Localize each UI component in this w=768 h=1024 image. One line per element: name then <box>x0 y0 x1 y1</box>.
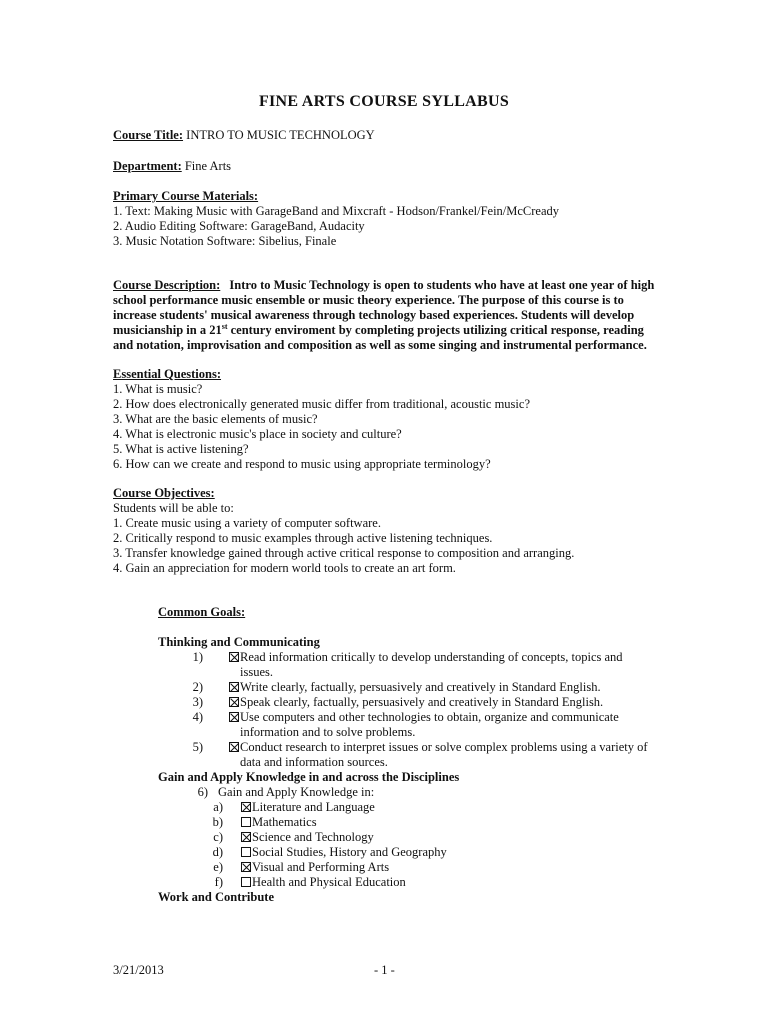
knowledge-text: Literature and Language <box>252 800 375 814</box>
knowledge-letter: b) <box>212 815 223 829</box>
knowledge-item <box>158 815 658 830</box>
objective-item: 3. Transfer knowledge gained through active critical response to composition and arranging. <box>113 546 575 560</box>
question-item: 1. What is music? <box>113 382 203 396</box>
page-title: FINE ARTS COURSE SYLLABUS <box>258 93 510 110</box>
knowledge-item <box>158 875 658 890</box>
checkbox-unchecked-icon[interactable] <box>241 817 251 827</box>
knowledge-letter: e) <box>213 860 223 874</box>
goal-text-continued: information and to solve problems. <box>240 725 416 739</box>
checkbox-checked-icon[interactable] <box>241 862 251 872</box>
thinking-heading: Thinking and Communicating <box>158 635 320 649</box>
checkbox-unchecked-icon[interactable] <box>241 847 251 857</box>
goal-item <box>158 740 658 770</box>
questions-label: Essential Questions: <box>113 367 222 381</box>
knowledge-heading: Gain and Apply Knowledge in and across the Disciplines <box>158 770 460 784</box>
knowledge-text: Health and Physical Education <box>252 875 406 889</box>
common-goals-label: Common Goals: <box>158 605 246 619</box>
footer-date: 3/21/2013 <box>113 963 164 977</box>
checkbox-unchecked-icon[interactable] <box>241 877 251 887</box>
common-goals-section <box>158 605 658 620</box>
knowledge-text: Visual and Performing Arts <box>252 860 390 874</box>
checkbox-checked-icon[interactable] <box>229 742 239 752</box>
goal-item <box>158 680 658 695</box>
knowledge-intro-text: Gain and Apply Knowledge in: <box>218 785 375 799</box>
materials-item: 2. Audio Editing Software: GarageBand, Audacity <box>113 219 365 233</box>
goal-item <box>158 650 658 680</box>
course-title-value: INTRO TO MUSIC TECHNOLOGY <box>186 128 375 142</box>
department-row <box>113 159 673 174</box>
description-sup: st <box>221 321 228 331</box>
goal-text-continued: data and information sources. <box>240 755 388 769</box>
goal-text: Read information critically to develop understanding of concepts, topics and <box>240 650 623 664</box>
goal-number: 6) <box>197 785 208 799</box>
work-heading: Work and Contribute <box>158 890 274 904</box>
question-item: 3. What are the basic elements of music? <box>113 412 318 426</box>
goal-item <box>158 695 658 710</box>
knowledge-item <box>158 845 658 860</box>
knowledge-letter: a) <box>213 800 223 814</box>
description-label: Course Description: <box>113 278 221 292</box>
materials-label: Primary Course Materials: <box>113 189 259 203</box>
materials-section <box>113 189 673 249</box>
footer-page-number: - 1 - <box>374 963 395 977</box>
question-item: 2. How does electronically generated music differ from traditional, acoustic music? <box>113 397 530 411</box>
thinking-section <box>158 635 658 905</box>
knowledge-item <box>158 830 658 845</box>
goal-number: 4) <box>192 710 203 724</box>
knowledge-letter: c) <box>213 830 223 844</box>
goal-text: Write clearly, factually, persuasively and creatively in Standard English. <box>240 680 601 694</box>
objective-item: 4. Gain an appreciation for modern world tools to create an art form. <box>113 561 456 575</box>
objective-item: 1. Create music using a variety of computer software. <box>113 516 381 530</box>
knowledge-letter: d) <box>212 845 223 859</box>
knowledge-intro <box>158 785 658 800</box>
goal-text: Use computers and other technologies to obtain, organize and communicate <box>240 710 619 724</box>
question-item: 5. What is active listening? <box>113 442 249 456</box>
objective-item: 2. Critically respond to music examples through active listening techniques. <box>113 531 493 545</box>
knowledge-item <box>158 800 658 815</box>
course-title-label: Course Title: <box>113 128 184 142</box>
goal-text: Conduct research to interpret issues or solve complex problems using a variety of <box>240 740 648 754</box>
objectives-intro: Students will be able to: <box>113 501 234 515</box>
goal-number: 1) <box>192 650 203 664</box>
goal-number: 3) <box>192 695 203 709</box>
description-text-start: Intro to Music Technology is open to students who have at least one year of high school performance music ensemble or music theory experience. The purpose of this course is to increase students' musical awareness through technology based experiences. Students will develop musicianship in a 21 <box>113 278 655 337</box>
knowledge-text: Science and Technology <box>252 830 374 844</box>
department-label: Department: <box>113 159 182 173</box>
course-description <box>113 278 655 353</box>
objectives-label: Course Objectives: <box>113 486 215 500</box>
checkbox-checked-icon[interactable] <box>241 802 251 812</box>
knowledge-text: Mathematics <box>252 815 317 829</box>
knowledge-item <box>158 860 658 875</box>
knowledge-letter: f) <box>214 875 223 889</box>
course-title-row <box>113 128 673 143</box>
essential-questions-section <box>113 367 673 472</box>
checkbox-checked-icon[interactable] <box>229 682 239 692</box>
course-objectives-section <box>113 486 673 576</box>
materials-item: 3. Music Notation Software: Sibelius, Finale <box>113 234 337 248</box>
goal-number: 5) <box>192 740 203 754</box>
goal-item <box>158 710 658 740</box>
department-value: Fine Arts <box>184 159 232 173</box>
goal-text: Speak clearly, factually, persuasively and creatively in Standard English. <box>240 695 604 709</box>
checkbox-checked-icon[interactable] <box>229 712 239 722</box>
goal-text-continued: issues. <box>240 665 273 679</box>
checkbox-checked-icon[interactable] <box>229 697 239 707</box>
knowledge-text: Social Studies, History and Geography <box>252 845 447 859</box>
question-item: 4. What is electronic music's place in society and culture? <box>113 427 402 441</box>
checkbox-checked-icon[interactable] <box>241 832 251 842</box>
materials-item: 1. Text: Making Music with GarageBand and Mixcraft - Hodson/Frankel/Fein/McCready <box>113 204 560 218</box>
question-item: 6. How can we create and respond to music using appropriate terminology? <box>113 457 491 471</box>
description-text-end: century enviroment by completing projects utilizing critical response, reading and notation, improvisation and composition as well as some singing and instrumental performance. <box>113 323 647 352</box>
checkbox-checked-icon[interactable] <box>229 652 239 662</box>
goal-number: 2) <box>192 680 203 694</box>
